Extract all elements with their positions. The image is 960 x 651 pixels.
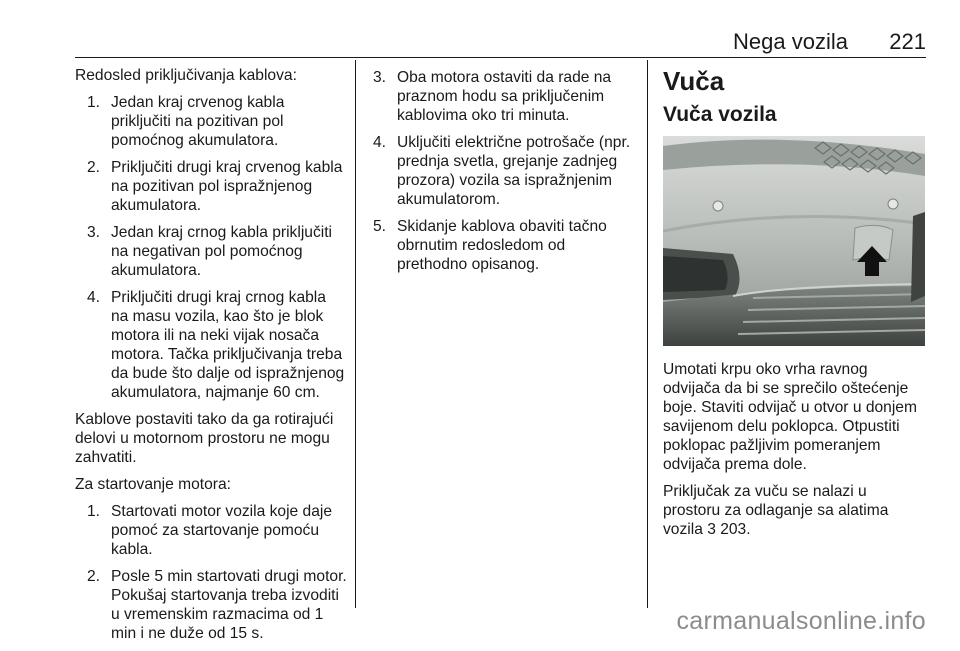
engine-start-list-continued (373, 68, 639, 274)
column-divider-2 (647, 60, 648, 608)
list-item: 3. Jedan kraj crnog kabla priključiti na negativan pol pomoćnog akumulatora. (87, 224, 333, 279)
watermark: carmanualsonline.info (676, 607, 926, 635)
list-item: 3. Oba motora ostaviti da rade na praznom hodu sa priključenim kablovima oko tri minuta. (373, 69, 612, 124)
column-divider-1 (355, 60, 356, 608)
cable-order-list (87, 93, 347, 402)
list-item: 2. Posle 5 min startovati drugi motor. Pokušaj startovanja treba izvoditi u vremenskim razmacima od 1 min i ne duže od 15 s. (87, 568, 347, 642)
column-3 (663, 66, 927, 547)
section-title: Nega vozila (733, 29, 848, 54)
engine-start-list (87, 502, 347, 643)
column-2 (373, 66, 639, 282)
engine-start-intro: Za startovanje motora: (75, 476, 232, 493)
front-bumper-tow-eye-cover-photo (663, 136, 925, 346)
list-item: 5. Skidanje kablova obaviti tačno obrnutim redosledom od prethodno opisanog. (373, 218, 607, 273)
list-item: 1. Startovati motor vozila koje daje pomoć za startovanje pomoću kabla. (87, 503, 333, 558)
towing-instructions: Umotati krpu oko vrha ravnog odvijača da bi se sprečilo oštećenje boje. Staviti odvijač u otvor u donjem savijenom delu poklopca. Otpustiti poklopac pažljivim pomeranjem odvijača prema dole. (663, 361, 917, 473)
tow-eye-location-note: Priključak za vuču se nalazi u prostoru za odlaganje sa alatima vozila 3 203. (663, 483, 889, 538)
list-item: 4. Uključiti električne potrošače (npr. prednja svetla, grejanje zadnjeg prozora) vozila sa ispražnjenim akumulatorom. (373, 134, 631, 208)
cable-routing-note: Kablove postaviti tako da ga rotirajući delovi u motornom prostoru ne mogu zahvatiti. (75, 411, 334, 466)
page-reference-link[interactable]: 3 203. (707, 521, 751, 538)
towing-vehicle-subheading: Vuča vozila (663, 103, 777, 126)
list-item: 4. Priključiti drugi kraj crnog kabla na masu vozila, kao što je blok motora ili na neki vijak nosača motora. Tačka priključivanja treba da bude što dalje od ispražnjenog akumulatora, najmanje 60 cm. (87, 289, 345, 401)
list-item: 2. Priključiti drugi kraj crvenog kabla na pozitivan pol ispražnjenog akumulatora. (87, 159, 343, 214)
towing-heading: Vuča (663, 66, 725, 96)
column-1 (75, 66, 347, 651)
header-rule (75, 57, 926, 58)
page-number: 221 (889, 29, 926, 54)
cable-order-intro: Redosled priključivanja kablova: (75, 67, 297, 84)
list-item: 1. Jedan kraj crvenog kabla priključiti na pozitivan pol pomoćnog akumulatora. (87, 94, 285, 149)
